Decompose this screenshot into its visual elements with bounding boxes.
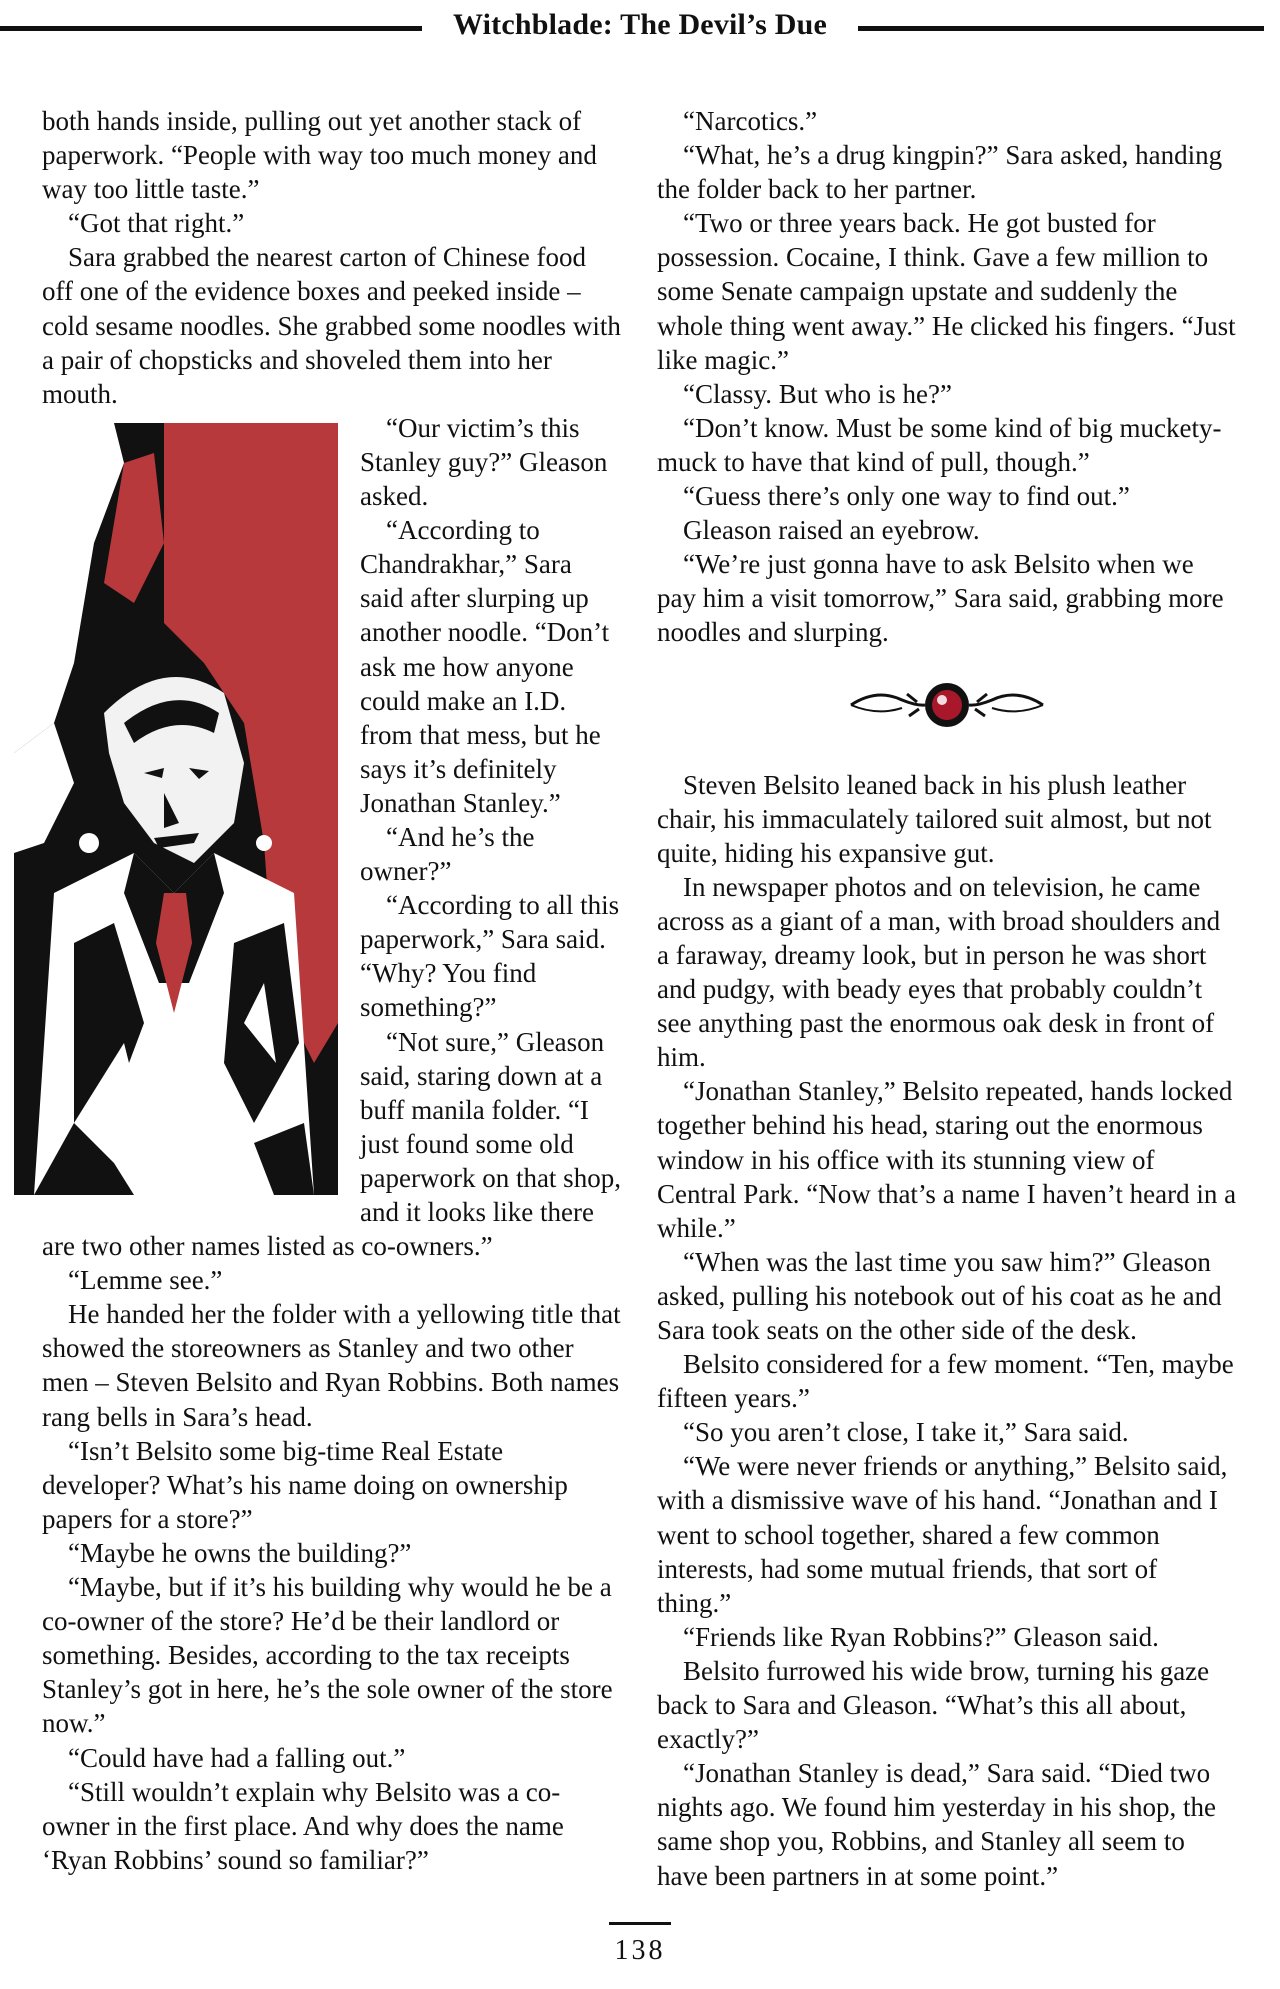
paragraph: “Narcotics.” <box>683 106 818 136</box>
right-after-paragraphs <box>657 768 1237 1893</box>
paragraph: both hands inside, pulling out yet another stack of paperwork. “People with way too much money and way too little taste.” <box>42 106 597 205</box>
paragraph: “According to all this paperwork,” Sara said. “Why? You find something?” <box>360 890 620 1023</box>
paragraph: “Jonathan Stanley is dead,” Sara said. “Died two nights ago. We found him yesterday in his shop, the same shop you, Robbins, and Stanley all seem to have been partners in at some point.” <box>657 1758 1217 1891</box>
paragraph: “So you aren’t close, I take it,” Sara said. <box>683 1417 1129 1448</box>
paragraph: Steven Belsito leaned back in his plush leather chair, his immaculately tailored suit almost, but not quite, hiding his expansive gut. <box>657 769 1212 868</box>
illustration-man-in-suit <box>14 423 338 1195</box>
paragraph: “We were never friends or anything,” Belsito said, with a dismissive wave of his hand. “Jonathan and I went to school together, shared a few common interests, had some mutual friends, that sort of thing.” <box>657 1451 1228 1618</box>
right-column <box>657 104 1237 1893</box>
paragraph: In newspaper photos and on television, he came across as a giant of a man, with broad shoulders and a faraway, dreamy look, but in person he was short and pudgy, with beady eyes that probably couldn’t see anything past the enormous oak desk in front of him. <box>657 871 1221 1073</box>
paragraph: “Classy. But who is he?” <box>683 378 952 409</box>
paragraph: “Maybe he owns the building?” <box>68 1537 412 1568</box>
paragraph: “Got that right.” <box>68 208 245 239</box>
paragraph: “When was the last time you saw him?” Gleason asked, pulling his notebook out of his coat as he and Sara took seats on the other side of the desk. <box>657 1246 1222 1345</box>
paragraph: “Jonathan Stanley,” Belsito repeated, hands locked together behind his head, staring out the enormous window in his office with its stunning view of Central Park. “Now that’s a name I haven’t heard in a while.” <box>657 1076 1237 1243</box>
running-header <box>0 6 1280 50</box>
paragraph: “We’re just gonna have to ask Belsito when we pay him a visit tomorrow,” Sara said, grabbing more noodles and slurping. <box>657 549 1224 648</box>
page-number: 138 <box>614 1935 666 1966</box>
paragraph: Belsito furrowed his wide brow, turning his gaze back to Sara and Gleason. “What’s this all about, exactly?” <box>657 1655 1210 1755</box>
paragraph: Belsito considered for a few moment. “Ten, maybe fifteen years.” <box>657 1349 1234 1414</box>
paragraph: “Could have had a falling out.” <box>68 1742 406 1773</box>
paragraph: “Isn’t Belsito some big-time Real Estate developer? What’s his name doing on ownership papers for a store?” <box>42 1435 568 1534</box>
page-title: Witchblade: The Devil’s Due <box>452 8 828 41</box>
scene-break-ornament <box>657 676 1237 734</box>
paragraph: “Friends like Ryan Robbins?” Gleason said. <box>683 1621 1159 1652</box>
paragraph: “Maybe, but if it’s his building why would he be a co-owner of the store? He’d be their landlord or something. Besides, according to the tax receipts Stanley’s got in here, he’s the sole owner of the store now.” <box>42 1572 613 1739</box>
paragraph: “Still wouldn’t explain why Belsito was a co-owner in the first place. And why does the name ‘Ryan Robbins’ sound so familiar?” <box>42 1776 564 1875</box>
ornament-icon <box>847 676 1047 734</box>
paragraph: Gleason raised an eyebrow. <box>683 515 980 546</box>
illustration-svg <box>14 423 338 1195</box>
paragraph: “Not sure,” Gleason said, staring down at a buff manila folder. “I just found some old paperwork on that shop, and it looks like there are two other names listed as co-owners.” <box>42 1026 621 1262</box>
paragraph: “What, he’s a drug kingpin?” Sara asked, handing the folder back to her partner. <box>657 140 1223 205</box>
paragraph: “Our victim’s this Stanley guy?” Gleason asked. <box>360 412 608 512</box>
paragraph: He handed her the folder with a yellowing title that showed the storeowners as Stanley and two other men – Steven Belsito and Ryan Robbins. Both names rang bells in Sara’s head. <box>42 1299 621 1432</box>
paragraph: “Two or three years back. He got busted for possession. Cocaine, I think. Gave a few million to some Senate campaign upstate and suddenly the whole thing went away.” He clicked his fingers. “Just like magic.” <box>657 208 1236 375</box>
left-column <box>42 104 622 1877</box>
header-rule-right <box>858 26 1264 31</box>
paragraph: Sara grabbed the nearest carton of Chinese food off one of the evidence boxes and peeked inside – cold sesame noodles. She grabbed some noodles with a pair of chopsticks and shoveled them into her mouth. <box>42 242 621 409</box>
page-footer <box>0 1922 1280 1967</box>
header-rule-left <box>0 26 422 31</box>
paragraph: “Guess there’s only one way to find out.” <box>683 481 1130 512</box>
right-before-paragraphs <box>657 104 1237 650</box>
paragraph: “And he’s the owner?” <box>360 821 535 887</box>
left-intro-paragraphs <box>42 104 622 411</box>
footer-rule <box>609 1922 671 1925</box>
paragraph: “Lemme see.” <box>68 1265 223 1296</box>
paragraph: “According to Chandrakhar,” Sara said after slurping up another noodle. “Don’t ask me how anyone could make an I.D. from that mess, but he says it’s definitely Jonathan Stanley.” <box>360 515 610 818</box>
paragraph: “Don’t know. Must be some kind of big muckety-muck to have that kind of pull, though.” <box>657 412 1222 477</box>
